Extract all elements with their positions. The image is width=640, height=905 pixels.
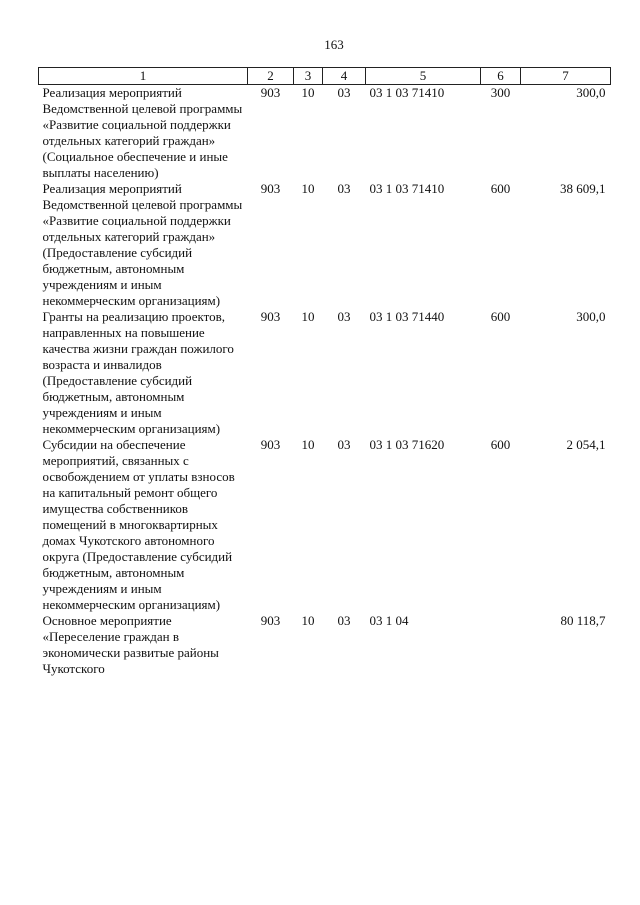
row-grbs: 903 <box>260 85 281 100</box>
row-name: Основное мероприятие «Переселение граждан в экономически развитые районы Чукотского <box>42 613 219 676</box>
row-amount: 300,0 <box>576 309 606 324</box>
column-header-3: 3 <box>294 68 323 85</box>
table-row <box>39 309 611 437</box>
table-row <box>39 181 611 309</box>
row-name: Гранты на реализацию проектов, направленных на повышение качества жизни граждан пожилого возраста и инвалидов (Предоставление субсидий бюджетным, автономным учреждениям и иным некоммерческим организациям) <box>42 309 234 436</box>
column-header-5: 5 <box>366 68 481 85</box>
row-subsection: 03 <box>337 309 351 324</box>
row-expense-type <box>481 613 521 677</box>
row-grbs: 903 <box>260 309 281 324</box>
table-header <box>39 68 611 85</box>
page-number: 163 <box>324 37 344 52</box>
row-target-article: 03 1 03 71410 <box>369 85 445 100</box>
row-name: Субсидии на обеспечение мероприятий, связанных с освобождением от уплаты взносов на капитальный ремонт общего имущества собственников помещений в многоквартирных домах Чукотского автономного округа (Предоставление субсидий бюджетным, автономным учреждениям и иным некоммерческим организациям) <box>42 437 235 612</box>
column-header-7: 7 <box>521 68 611 85</box>
column-header-2: 2 <box>248 68 294 85</box>
row-expense-type: 600 <box>490 309 511 324</box>
row-grbs: 903 <box>260 181 281 196</box>
table-row <box>39 613 611 677</box>
column-header-4: 4 <box>323 68 366 85</box>
row-section: 10 <box>301 309 315 324</box>
row-subsection: 03 <box>337 85 351 100</box>
row-section: 10 <box>301 437 315 452</box>
table-row <box>39 437 611 613</box>
column-header-6: 6 <box>481 68 521 85</box>
row-expense-type: 300 <box>490 85 511 100</box>
row-name: Реализация мероприятий Ведомственной целевой программы «Развитие социальной поддержки отдельных категорий граждан» (Социальное обеспечение и иные выплаты населению) <box>42 85 243 180</box>
budget-table <box>38 67 611 677</box>
row-target-article: 03 1 03 71440 <box>369 309 445 324</box>
row-target-article: 03 1 04 <box>369 613 409 628</box>
row-section: 10 <box>301 181 315 196</box>
row-grbs: 903 <box>260 613 281 628</box>
row-subsection: 03 <box>337 181 351 196</box>
row-amount: 80 118,7 <box>560 613 606 628</box>
row-amount: 2 054,1 <box>566 437 606 452</box>
header-row <box>39 68 611 85</box>
row-grbs: 903 <box>260 437 281 452</box>
table-row <box>39 85 611 182</box>
row-expense-type: 600 <box>490 437 511 452</box>
row-name: Реализация мероприятий Ведомственной целевой программы «Развитие социальной поддержки отдельных категорий граждан» (Предоставление субсидий бюджетным, автономным учреждениям и иным некоммерческим организациям) <box>42 181 243 308</box>
row-expense-type: 600 <box>490 181 511 196</box>
row-section: 10 <box>301 613 315 628</box>
row-amount: 38 609,1 <box>560 181 606 196</box>
row-section: 10 <box>301 85 315 100</box>
table-body <box>39 85 611 678</box>
row-target-article: 03 1 03 71620 <box>369 437 445 452</box>
column-header-1: 1 <box>39 68 248 85</box>
row-amount: 300,0 <box>576 85 606 100</box>
row-subsection: 03 <box>337 437 351 452</box>
row-target-article: 03 1 03 71410 <box>369 181 445 196</box>
row-subsection: 03 <box>337 613 351 628</box>
